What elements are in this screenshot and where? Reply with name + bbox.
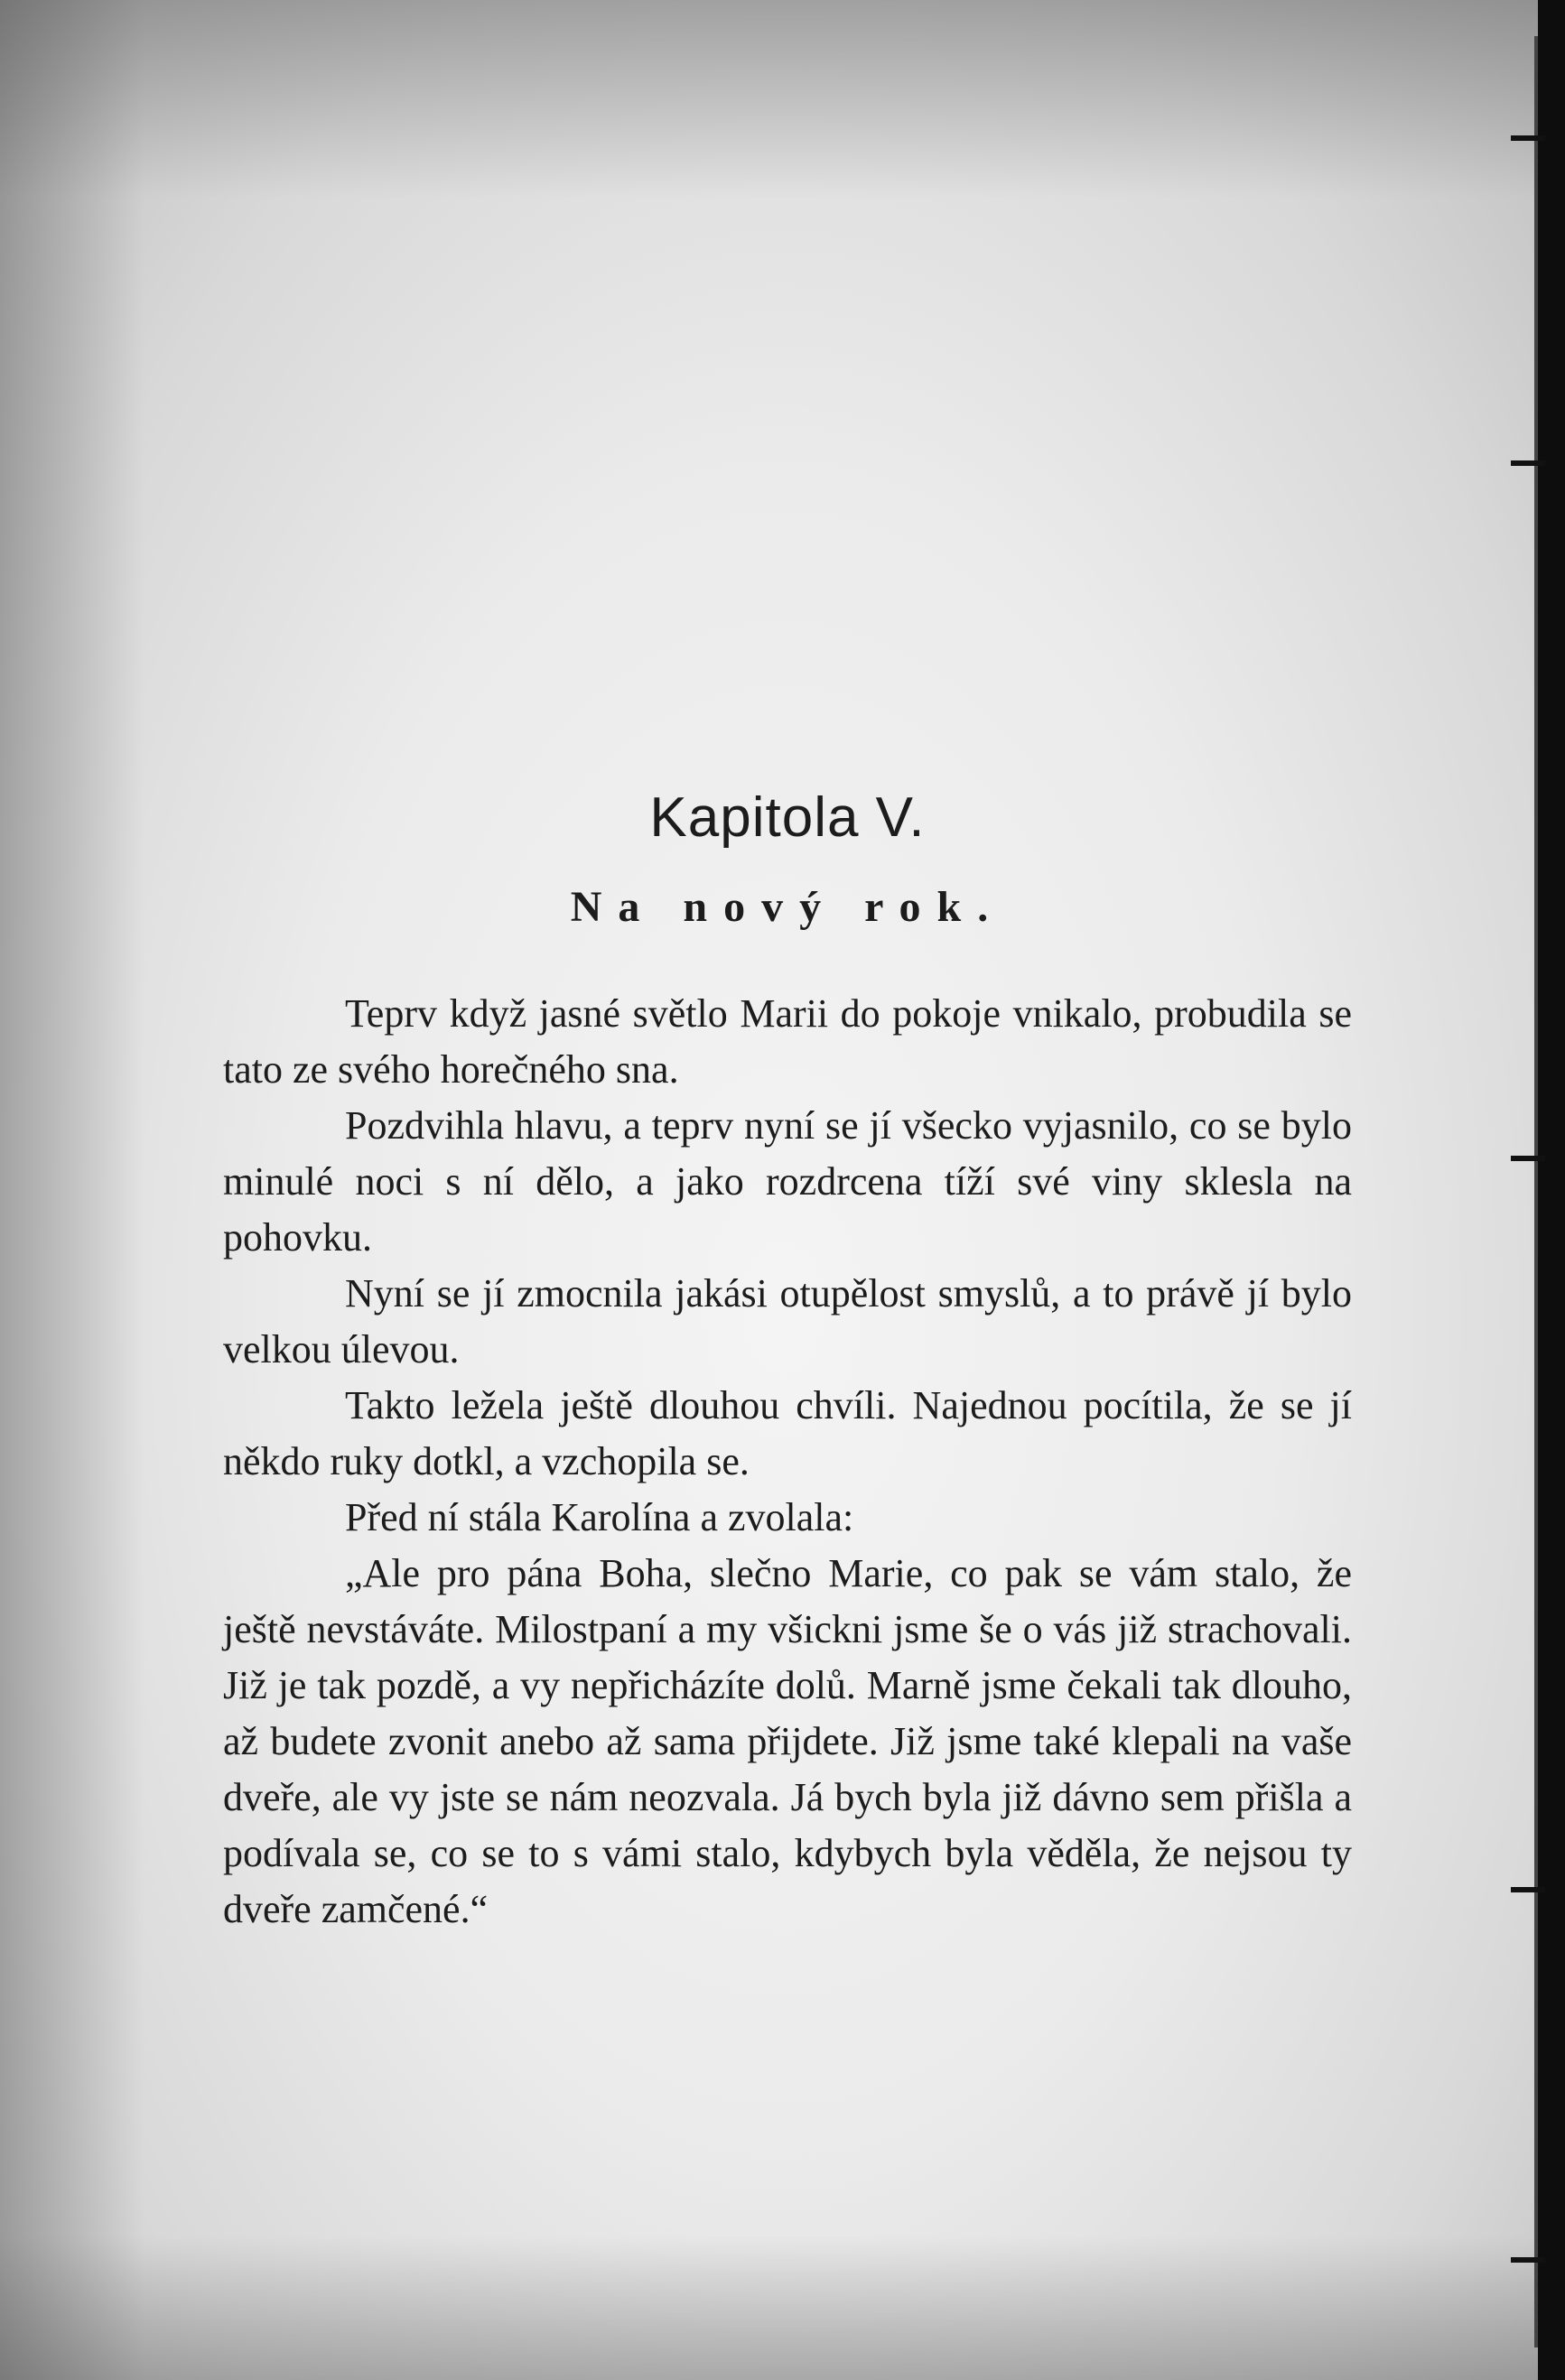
chapter-text bbox=[223, 786, 1352, 1938]
edge-marker bbox=[1511, 460, 1545, 466]
edge-marker bbox=[1511, 1887, 1545, 1892]
edge-marker bbox=[1511, 135, 1545, 141]
paragraph: „Ale pro pána Boha, slečno Marie, co pak se vám stalo, že ještě nevstáváte. Milostpaní a my všickni jsme še o vás již strachovali. Již je tak pozdě, a vy nepřicházíte dolů. Marně jsme čekali tak dlouho, až budete zvonit anebo až sama přijdete. Již jsme také klepali na vaše dveře, ale vy jste se nám neozvala. Já bych byla již dávno sem přišla a podívala se, co se to s vámi stalo, kdybych byla věděla, že nejsou ty dveře zamčené.“ bbox=[223, 1551, 1352, 1931]
page-top-shadow bbox=[0, 0, 1565, 199]
paragraph: Takto ležela ještě dlouhou chvíli. Najednou pocítila, že se jí někdo ruky dotkl, a vzchopila se. bbox=[223, 1383, 1352, 1483]
chapter-subtitle: Na nový rok. bbox=[570, 883, 1005, 931]
page-bottom-shadow bbox=[0, 2236, 1565, 2380]
chapter-title: Kapitola V. bbox=[649, 786, 926, 849]
edge-marker bbox=[1511, 2257, 1545, 2263]
paragraph: Nyní se jí zmocnila jakási otupělost smyslů, a to právě jí bylo velkou úlevou. bbox=[223, 1271, 1352, 1371]
edge-marker bbox=[1511, 1156, 1545, 1161]
paragraph: Pozdvihla hlavu, a teprv nyní se jí všecko vyjasnilo, co se bylo minulé noci s ní dělo, a jako rozdrcena tíží své viny sklesla na pohovku. bbox=[223, 1103, 1352, 1260]
page-right-edge bbox=[1538, 0, 1565, 2380]
page-left-shadow bbox=[0, 0, 144, 2380]
paragraph: Před ní stála Karolína a zvolala: bbox=[345, 1495, 854, 1539]
paragraph: Teprv když jasné světlo Marii do pokoje vnikalo, probudila se tato ze svého horečného sna. bbox=[223, 991, 1352, 1092]
